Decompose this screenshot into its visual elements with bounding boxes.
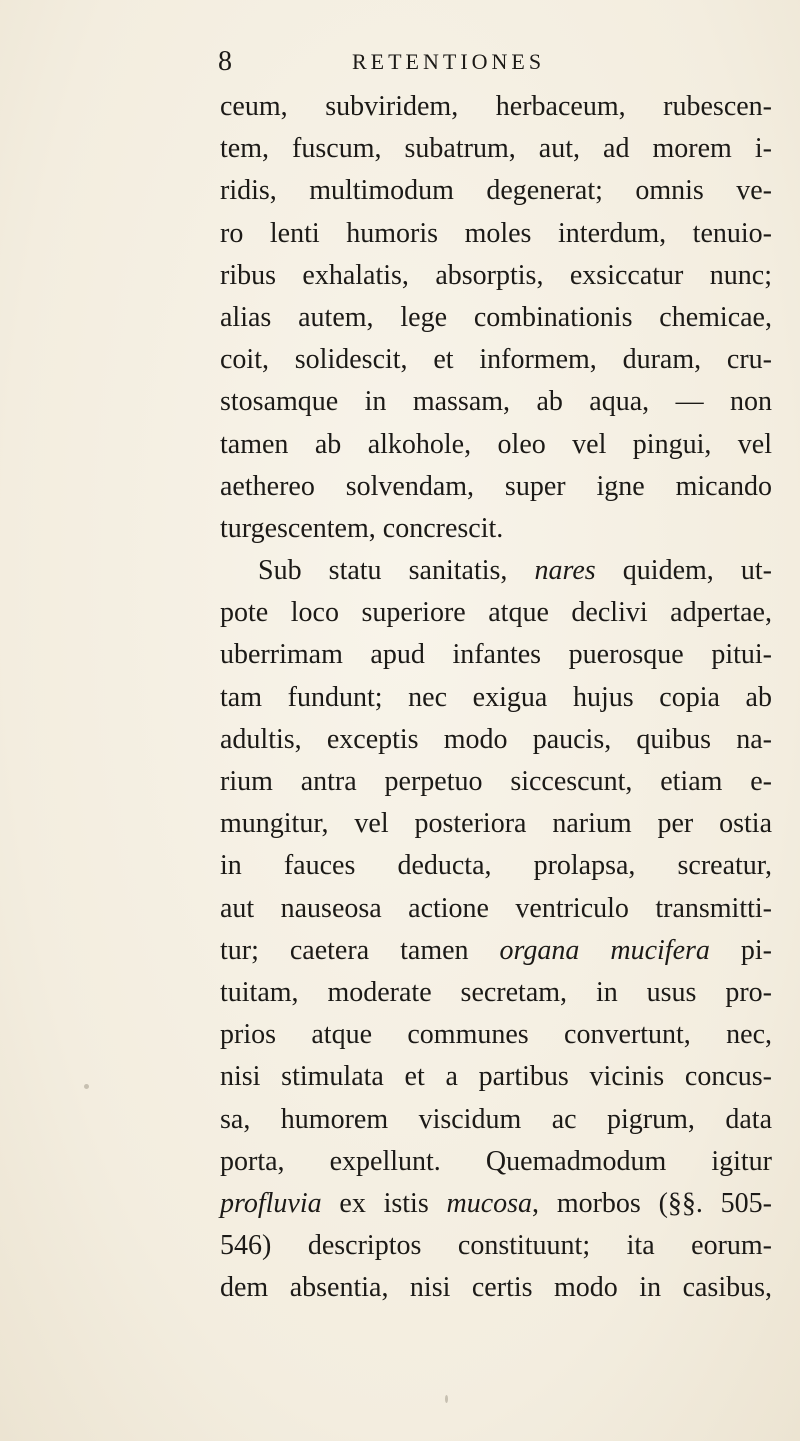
text-segment: turgescentem, concrescit. [220, 512, 504, 544]
text-line [220, 930, 772, 972]
text-segment: stosamque in massam, ab aqua, — non [220, 386, 772, 418]
text-segment: pi- [709, 934, 773, 966]
text-segment: tur; caetera tamen [220, 934, 500, 966]
text-segment: ribus exhalatis, absorptis, exsiccatur nunc; [220, 259, 772, 291]
text-segment: adultis, exceptis modo paucis, quibus na- [220, 723, 772, 755]
text-segment: rium antra perpetuo siccescunt, etiam e- [220, 766, 772, 797]
text-line [220, 719, 772, 761]
text-line [220, 213, 772, 255]
text-segment: alias autem, lege combinationis chemicae, [220, 301, 772, 333]
text-line [220, 803, 772, 845]
text-line [220, 972, 772, 1014]
text-line [220, 1225, 772, 1267]
body-text [220, 86, 772, 1309]
text-line [220, 1141, 772, 1183]
page-number: 8 [218, 46, 232, 77]
text-line [220, 550, 772, 592]
text-segment: coit, solidescit, et informem, duram, cru- [220, 344, 772, 376]
text-segment: sa, humorem viscidum ac pigrum, data [220, 1103, 772, 1135]
text-line [220, 466, 772, 508]
italic-term: mucosa [446, 1187, 533, 1219]
text-segment: tamen ab alkohole, oleo vel pingui, vel [220, 428, 772, 460]
text-line [220, 1014, 772, 1056]
text-line [220, 170, 772, 212]
text-segment: ro lenti humoris moles interdum, tenuio- [220, 217, 772, 249]
text-segment: pote loco superiore atque declivi adpertae, [220, 597, 772, 629]
text-line [220, 508, 772, 550]
text-line [220, 1267, 772, 1309]
italic-term: organa mucifera [499, 934, 710, 966]
text-segment: tam fundunt; nec exigua hujus copia ab [220, 681, 772, 713]
text-line [220, 888, 772, 930]
text-segment: aethereo solvendam, super igne micando [220, 470, 772, 502]
text-line [220, 1099, 772, 1141]
text-line [220, 1183, 772, 1225]
text-line [220, 424, 772, 466]
running-head: RETENTIONES [352, 49, 546, 74]
text-segment: Sub statu sanitatis, [258, 555, 535, 587]
text-segment: prios atque communes convertunt, nec, [220, 1019, 772, 1051]
text-line [220, 761, 772, 803]
text-segment: 546) descriptos constituunt; ita eorum- [220, 1230, 772, 1262]
italic-term: nares [534, 555, 596, 587]
text-line [220, 634, 772, 676]
text-segment: in fauces deducta, prolapsa, screatur, [220, 850, 772, 882]
page-header [0, 42, 800, 82]
text-line [220, 1056, 772, 1098]
text-segment: uberrimam apud infantes puerosque pitui- [220, 639, 772, 671]
text-line [220, 255, 772, 297]
text-segment: tem, fuscum, subatrum, aut, ad morem i- [220, 133, 772, 165]
text-segment: nisi stimulata et a partibus vicinis concus- [220, 1061, 772, 1093]
text-segment: dem absentia, nisi certis modo in casibus, [220, 1272, 772, 1304]
text-line [220, 592, 772, 634]
text-line [220, 297, 772, 339]
text-line [220, 845, 772, 887]
text-line [220, 86, 772, 128]
text-line [220, 677, 772, 719]
paper-speck [84, 1084, 89, 1089]
text-segment: ceum, subviridem, herbaceum, rubescen- [220, 91, 772, 122]
text-segment: quidem, ut- [595, 555, 772, 587]
italic-term: profluvia [220, 1187, 322, 1219]
text-line [220, 381, 772, 423]
text-segment: porta, expellunt. Quemadmodum igitur [220, 1145, 772, 1177]
text-segment: aut nauseosa actione ventriculo transmitti- [220, 892, 772, 924]
text-segment: tuitam, moderate secretam, in usus pro- [220, 976, 772, 1008]
text-segment: , morbos (§§. 505- [532, 1187, 773, 1219]
paper-speck [445, 1395, 448, 1403]
text-line [220, 128, 772, 170]
text-segment: mungitur, vel posteriora narium per ostia [220, 808, 772, 840]
text-segment: ex istis [321, 1187, 447, 1219]
text-line [220, 339, 772, 381]
text-segment: ridis, multimodum degenerat; omnis ve- [220, 175, 772, 207]
